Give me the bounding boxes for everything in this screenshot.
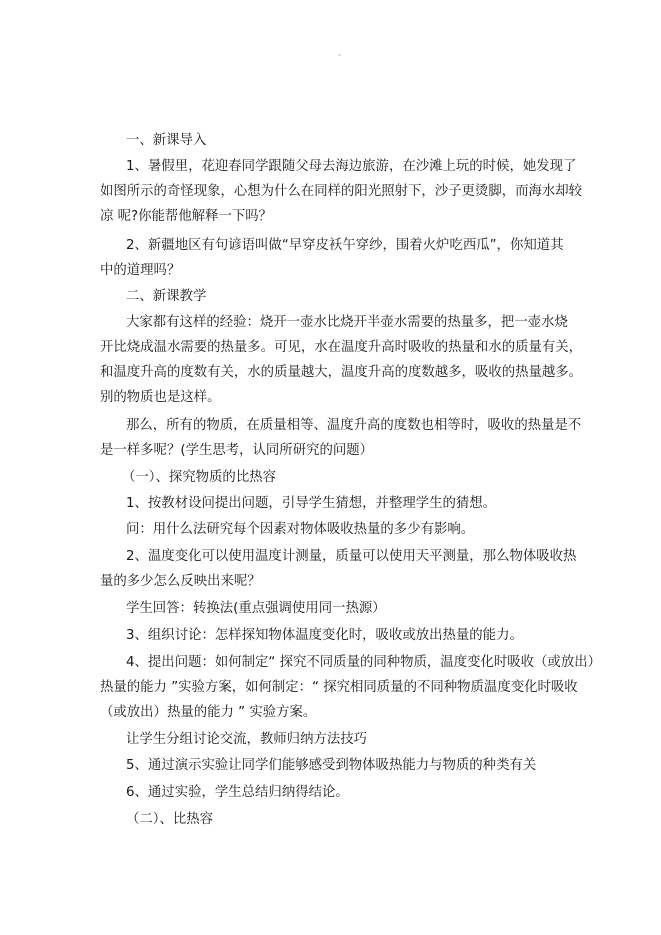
paragraph-line: 让学生分组讨论交流，教师归纳方法技巧 [126,732,368,747]
paragraph-line: 开比烧成温水需要的热量多。可见，水在温度升高时吸收的热量和水的质量有关， [100,340,583,355]
paragraph-line: 5、通过演示实验让同学们能够感受到物体吸热能力与物质的种类有关 [126,758,537,773]
paragraph-line: 如图所示的奇怪现象，心想为什么在同样的阳光照射下，沙子更烫脚，而海水却较 [100,184,583,199]
paragraph-line: 和温度升高的度数有关，水的质量越大，温度升高的度数越多，吸收的热量越多。 [100,365,583,380]
paragraph-line: 2、温度变化可以使用温度计测量，质量可以使用天平测量，那么物体吸收热 [126,549,577,564]
heading-new-lesson-teaching: 二、新课教学 [126,289,207,304]
paragraph-line: 中的道理吗？ [100,263,181,278]
paragraph-line: 大家都有这样的经验：烧开一壶水比烧开半壶水需要的热量多，把一壶水烧 [126,315,568,330]
paragraph-line: 量的多少怎么反映出来呢？ [100,574,261,589]
paragraph-line: 6、通过实验，学生总结归纳得结论。 [126,785,349,800]
paragraph-line: 1、按教材设问提出问题，引导学生猜想，并整理学生的猜想。 [126,496,497,511]
paragraph-line: 问：用什么法研究每个因素对物体吸收热量的多少有影响。 [126,522,475,537]
paragraph-line: 别的物质也是这样。 [100,390,221,405]
paragraph-line: 1、暑假里，花迎春同学跟随父母去海边旅游，在沙滩上玩的时候，她发现了 [126,159,577,174]
paragraph-line: 学生回答：转换法(重点强调使用同一热源） [126,601,386,616]
paragraph-line: 那么，所有的物质，在质量相等、温度升高的度数也相等时，吸收的热量是不 [126,418,582,433]
scan-speck [338,54,341,56]
paragraph-line: （或放出）热量的能力 ” 实验方案。 [100,705,317,720]
paragraph-line: 4、提出问题：如何制定“ 探究不同质量的同种物质，温度变化时吸收（或放出） [126,655,601,670]
heading-new-lesson-intro: 一、新课导入 [126,133,207,148]
paragraph-line: 热量的能力 ”实验方案，如何制定：“ 探究相同质量的不同种物质温度变化时吸收 [100,680,578,695]
subheading-specific-heat-inquiry: （一）、探究物质的比热容 [122,470,276,485]
paragraph-line: 凉 呢?你能帮他解释一下吗？ [100,209,273,224]
subheading-specific-heat: （二）、比热容 [126,812,214,827]
paragraph-line: 是一样多呢？(学生思考，认同所研究的问题） [100,443,374,458]
paragraph-line: 3、组织讨论：怎样探知物体温度变化时，吸收或放出热量的能力。 [126,628,523,643]
paragraph-line: 2、新疆地区有句谚语叫做“早穿皮袄午穿纱，围着火炉吃西瓜”，你知道其 [126,238,564,253]
